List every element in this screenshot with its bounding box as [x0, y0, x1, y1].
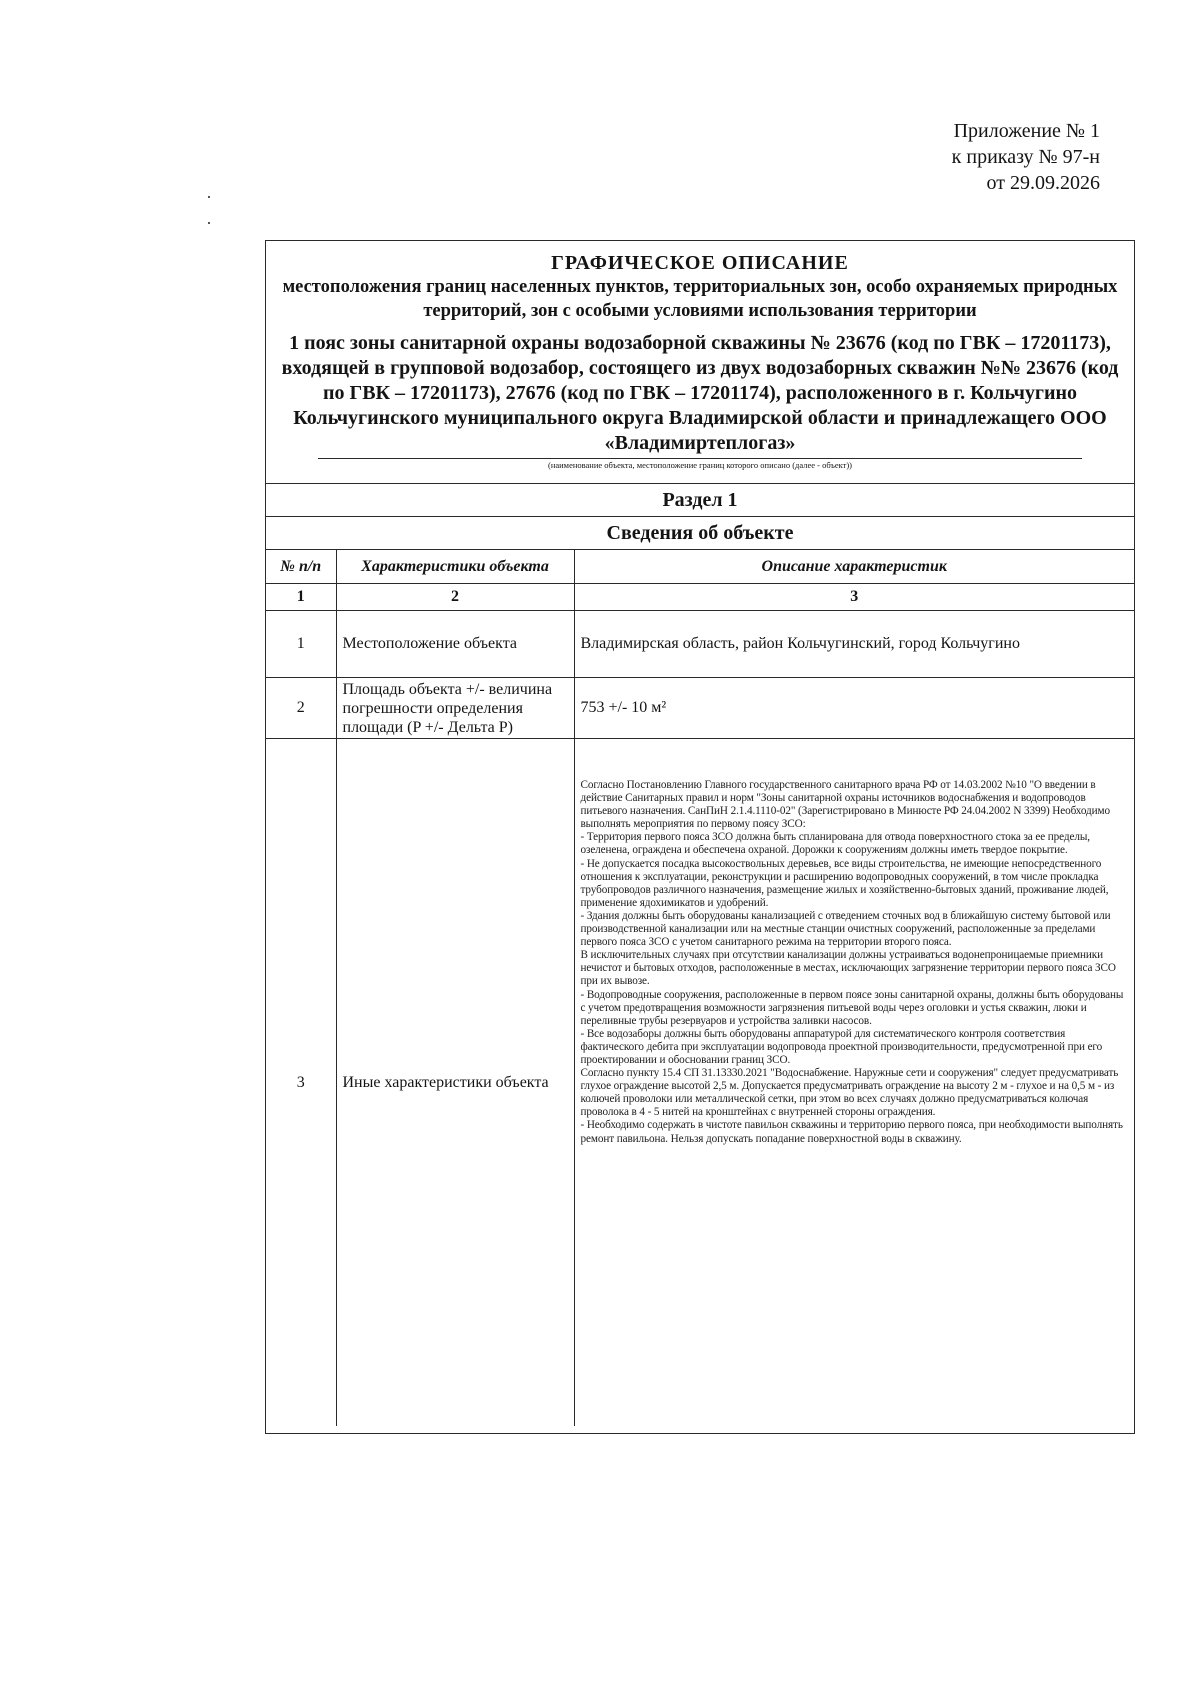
column-number-3: 3	[574, 584, 1134, 611]
row-characteristic: Местоположение объекта	[336, 611, 574, 678]
row-number: 1	[266, 611, 336, 678]
table-row	[266, 678, 1134, 739]
row-description: Согласно Постановлению Главного государственного санитарного врача РФ от 14.03.2002 №10 "О введении в действие Санитарных правил и норм "Зоны санитарной охраны источников водоснабжения и водопроводов питьевого назначения. СанПиН 2.1.4.1110-02" (Зарегистрировано в Минюсте РФ 24.04.2002 N 3399) Необходимо выполнять мероприятия по первому поясу ЗСО: - Территория первого пояса ЗСО должна быть спланирована для отвода поверхностного стока за ее пределы, озеленена, ограждена и обеспечена охраной. Дорожки к сооружениям должны иметь твердое покрытие. - Не допускается посадка высокоствольных деревьев, все виды строительства, не имеющие непосредственного отношения к эксплуатации, реконструкции и расширению водопроводных сооружений, в том числе прокладка трубопроводов различного назначения, размещение жилых и хозяйственно-бытовых зданий, проживание людей, применение ядохимикатов и удобрений. - Здания должны быть оборудованы канализацией с отведением сточных вод в ближайшую систему бытовой или производственной канализации или на местные станции очистных сооружений, расположенные за пределами первого пояса ЗСО с учетом санитарного режима на территории второго пояса. В исключительных случаях при отсутствии канализации должны устраиваться водонепроницаемые приемники нечистот и бытовых отходов, расположенные в местах, исключающих загрязнение территории первого пояса ЗСО при их вывозе. - Водопроводные сооружения, расположенные в первом поясе зоны санитарной охраны, должны быть оборудованы с учетом предотвращения возможности загрязнения питьевой воды через оголовки и устья скважин, люки и переливные трубы резервуаров и устройства заливки насосов. - Все водозаборы должны быть оборудованы аппаратурой для систематического контроля соответствия фактического дебита при эксплуатации водопровода проектной производительности, предусмотренной при его проектировании и обосновании границ ЗСО. Согласно пункту 15.4 СП 31.13330.2021 "Водоснабжение. Наружные сети и сооружения" следует предусматривать глухое ограждение высотой 2,5 м. Допускается предусматривать ограждение на высоту 2 м - глухое и на 0,5 м - из колючей проволоки или металлической сетки, при этом во всех случаях должно предусматриваться колючая проволока в 4 - 5 нитей на кронштейнах с внутренней стороны ограждения. - Необходимо содержать в чистоте павильон скважины и территорию первого пояса, при необходимости выполнять ремонт павильона. Нельзя допускать попадание поверхностной воды в скважину.	[580, 779, 1124, 1145]
row-description-cell	[574, 739, 1134, 1427]
header-number: № п/п	[266, 550, 336, 584]
attachment-line-2: к приказу № 97-н	[951, 146, 1100, 168]
document-title: ГРАФИЧЕСКОЕ ОПИСАНИЕ	[551, 252, 849, 274]
document-frame	[265, 240, 1135, 1434]
table-header-row	[266, 550, 1134, 584]
row-number: 3	[266, 739, 336, 1427]
object-name-note: (наименование объекта, местоположение границ которого описано (далее - объект))	[318, 458, 1082, 471]
scan-speck	[208, 222, 210, 224]
attachment-line-1: Приложение № 1	[953, 120, 1100, 142]
header-characteristic: Характеристики объекта	[336, 550, 574, 584]
title-block	[266, 241, 1134, 471]
document-subtitle: местоположения границ населенных пунктов, территориальных зон, особо охраняемых природных территорий, зон с особыми условиями использования территории	[282, 277, 1118, 321]
column-number-1: 1	[266, 584, 336, 611]
row-characteristic: Площадь объекта +/- величина погрешности определения площади (P +/- Дельта P)	[336, 678, 574, 739]
column-number-2: 2	[336, 584, 574, 611]
row-description: Владимирская область, район Кольчугинский, город Кольчугино	[574, 611, 1134, 678]
row-number: 2	[266, 678, 336, 739]
attachment-line-3: от 29.09.2026	[986, 172, 1100, 194]
object-name: 1 пояс зоны санитарной охраны водозаборной скважины № 23676 (код по ГВК – 17201173), входящей в групповой водозабор, состоящего из двух водозаборных скважин №№ 23676 (код по ГВК – 17201173), 27676 (код по ГВК – 17201174), расположенного в г. Кольчугино Кольчугинского муниципального округа Владимирской области и принадлежащего ООО «Владимиртеплогаз»	[281, 332, 1119, 454]
scan-speck	[208, 196, 210, 198]
column-numbers-row	[266, 584, 1134, 611]
section-label: Раздел 1	[266, 483, 1134, 516]
row-characteristic: Иные характеристики объекта	[336, 739, 574, 1427]
table-row	[266, 611, 1134, 678]
attachment-header	[952, 118, 1100, 196]
header-description: Описание характеристик	[574, 550, 1134, 584]
object-info-table	[266, 549, 1134, 1426]
row-description: 753 +/- 10 м²	[574, 678, 1134, 739]
section-heading: Сведения об объекте	[266, 516, 1134, 549]
table-row	[266, 739, 1134, 1427]
